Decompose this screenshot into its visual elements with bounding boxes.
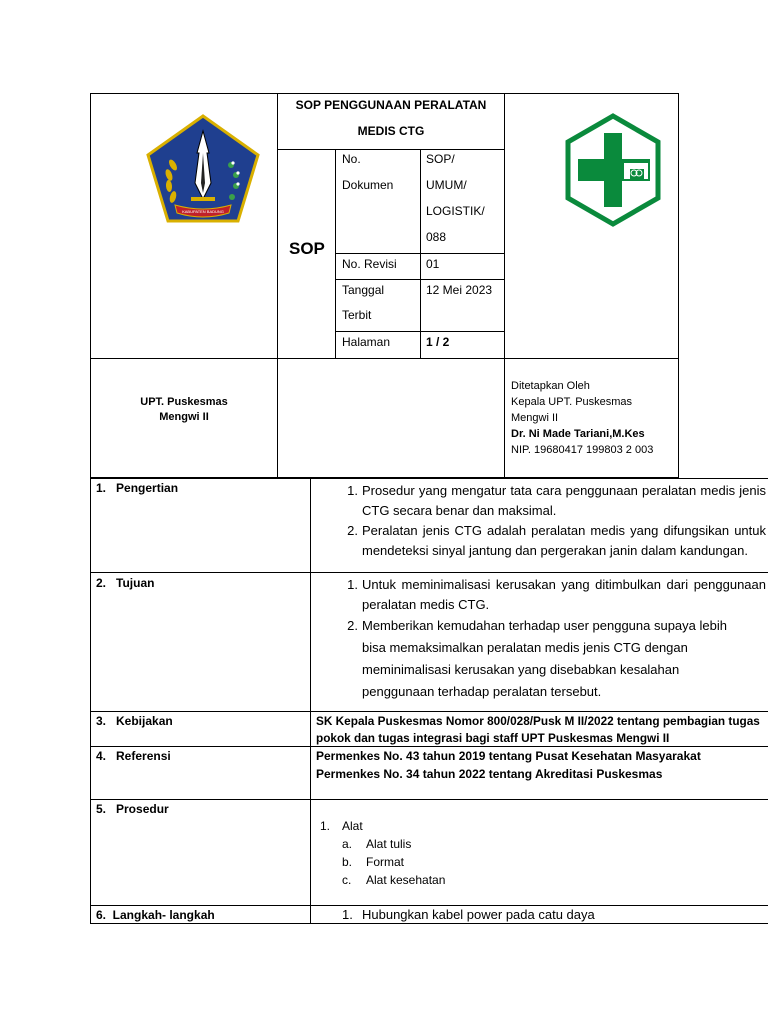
inner-divider-2: [420, 149, 421, 359]
prosedur-sub-a-num: a.: [342, 837, 353, 851]
prosedur-sub-c-text: Alat kesehatan: [366, 873, 446, 887]
org-name-line2: Mengwi II: [159, 411, 209, 423]
tujuan-item-1: [338, 575, 766, 615]
doc-number-label-2: Dokumen: [342, 178, 394, 192]
sop-label: SOP: [289, 239, 325, 258]
body-top-line: [90, 478, 768, 479]
puskesmas-logo: [564, 113, 662, 227]
referensi-line1: Permenkes No. 43 tahun 2019 tentang Pusat Kesehatan Masyarakat: [316, 749, 701, 763]
tujuan-item-2-num: 2.: [347, 618, 358, 633]
page-value: 1 / 2: [426, 335, 450, 349]
doc-title-line2: MEDIS CTG: [357, 124, 425, 138]
section-langkah-heading: 6. Langkah- langkah: [96, 908, 215, 922]
tujuan-item-1-num: 1.: [347, 577, 358, 592]
approval-line3: Mengwi II: [511, 412, 559, 424]
approver-nip: NIP. 19680417 199803 2 003: [511, 444, 654, 456]
section-tujuan-list: [338, 575, 766, 703]
pengertian-item-1-num: 1.: [347, 483, 358, 498]
logo-ribbon-text: KABUPATEN BADUNG: [182, 209, 224, 214]
inner-row-2: [335, 279, 505, 280]
body-row-sep-4: [90, 799, 768, 800]
langkah-item-num: 1.: [342, 907, 353, 922]
header-row-divider: [90, 358, 679, 359]
pengertian-item-2: [338, 521, 766, 561]
body-left-line: [90, 478, 91, 924]
body-row-sep-1: [90, 572, 768, 573]
page-label: Halaman: [342, 335, 391, 349]
referensi-line2: Permenkes No. 34 tahun 2022 tentang Akreditasi Puskesmas: [316, 767, 663, 781]
prosedur-sub-c-num: c.: [342, 873, 352, 887]
pengertian-item-1-text: Prosedur yang mengatur tata cara penggunaan peralatan medis jenis CTG secara benar dan maksimal.: [362, 483, 766, 518]
prosedur-sub-b-num: b.: [342, 855, 353, 869]
revision-value: 01: [426, 257, 440, 271]
approval-line2: Kepala UPT. Puskesmas: [511, 396, 633, 408]
prosedur-item-num: 1.: [320, 819, 331, 833]
prosedur-sub-b-text: Format: [366, 855, 405, 869]
pengertian-item-1: [338, 481, 766, 521]
org-name-line1: UPT. Puskesmas: [140, 396, 228, 408]
kebijakan-line1: SK Kepala Puskesmas Nomor 800/028/Pusk M II/2022 tentang pembagian tugas: [316, 714, 760, 728]
body-mid-line: [310, 478, 311, 924]
issue-date-label-2: Terbit: [342, 308, 372, 322]
pengertian-item-2-text: Peralatan jenis CTG adalah peralatan medis yang difungsikan untuk mendeteksi sinyal jantung dan pergerakan janin dalam kandungan.: [362, 523, 766, 558]
inner-row-1: [335, 253, 505, 254]
revision-label: No. Revisi: [342, 257, 397, 271]
header-divider-right: [504, 93, 505, 478]
section-pengertian-heading: 1. Pengertian: [96, 481, 179, 495]
issue-date-label-1: Tanggal: [342, 283, 385, 297]
tujuan-item-1-text: Untuk meminimalisasi kerusakan yang ditimbulkan dari penggunaan peralatan medis CTG.: [362, 577, 766, 612]
section-kebijakan-heading: 3. Kebijakan: [96, 714, 173, 728]
header-divider-left: [277, 93, 278, 478]
section-prosedur-heading: 5. Prosedur: [96, 802, 169, 816]
doc-number-label-1: No.: [342, 152, 361, 166]
pengertian-item-2-num: 2.: [347, 523, 358, 538]
title-divider: [277, 149, 505, 150]
puskesmas-emblem-icon: [564, 113, 662, 227]
badung-logo: [145, 113, 261, 225]
approver-name: Dr. Ni Made Tariani,M.Kes: [511, 428, 645, 440]
doc-number-value-1: SOP/: [426, 152, 455, 166]
inner-divider-1: [335, 149, 336, 359]
doc-number-value-3: LOGISTIK/: [426, 204, 485, 218]
doc-number-value-2: UMUM/: [426, 178, 467, 192]
tujuan-item-2: [338, 615, 766, 703]
approval-line1: Ditetapkan Oleh: [511, 380, 590, 392]
badung-emblem-icon: [145, 113, 261, 225]
section-referensi-heading: 4. Referensi: [96, 749, 171, 763]
inner-row-3: [335, 331, 505, 332]
issue-date-value: 12 Mei 2023: [426, 283, 493, 297]
prosedur-item-label: Alat: [342, 819, 363, 833]
kebijakan-line2: pokok dan tugas integrasi bagi staff UPT Puskesmas Mengwi II: [316, 731, 670, 745]
section-tujuan-heading: 2. Tujuan: [96, 576, 155, 590]
prosedur-sub-a-text: Alat tulis: [366, 837, 412, 851]
doc-title-line1: SOP PENGGUNAAN PERALATAN: [295, 98, 487, 112]
tujuan-item-2-text: Memberikan kemudahan terhadap user pengguna supaya lebih bisa memaksimalkan peralatan medis jenis CTG dengan meminimalisasi kerusakan yang disebabkan kesalahan penggunaan terhadap peralatan tersebut.: [362, 618, 727, 699]
langkah-item-text: Hubungkan kabel power pada catu daya: [362, 907, 595, 922]
doc-number-value-4: 088: [426, 230, 447, 244]
section-pengertian-list: [338, 481, 766, 561]
